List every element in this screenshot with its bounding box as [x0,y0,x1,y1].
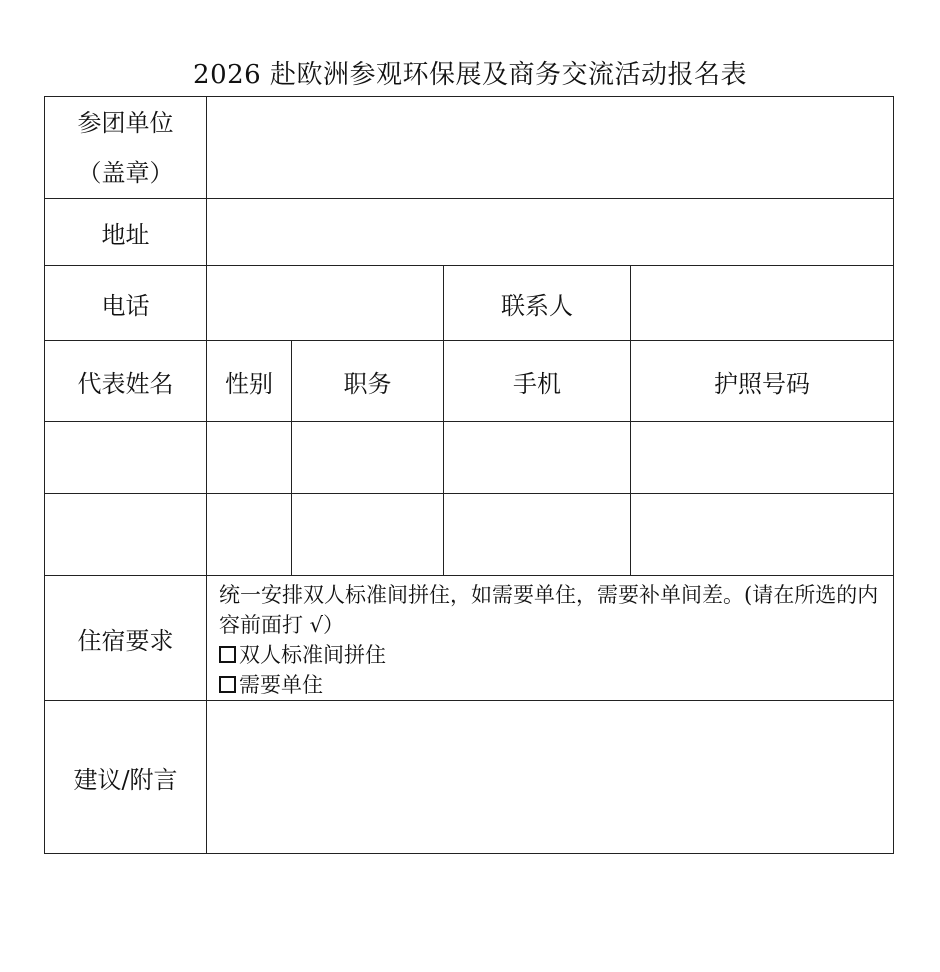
rep-gender-cell[interactable] [207,494,292,576]
org-label [45,97,207,199]
rep-passport-cell[interactable] [631,494,894,576]
notes-row [45,701,894,854]
rep-mobile-cell[interactable] [444,422,631,494]
org-label-line1: 参团单位 [77,108,174,137]
notes-field[interactable] [207,701,894,854]
accommodation-row [45,576,894,701]
registration-form-table [44,96,894,854]
option-twin-share[interactable] [219,640,885,670]
contact-label: 联系人 [444,266,631,341]
gender-header: 性别 [207,341,292,422]
address-label: 地址 [45,199,207,266]
address-row [45,199,894,266]
rep-name-cell[interactable] [45,422,207,494]
rep-row [45,494,894,576]
checkbox-icon[interactable] [219,646,236,663]
option-twin-share-label: 双人标准间拼住 [239,643,386,667]
mobile-header: 手机 [444,341,631,422]
rep-header-row [45,341,894,422]
phone-label: 电话 [45,266,207,341]
rep-gender-cell[interactable] [207,422,292,494]
accommodation-cell [207,576,894,701]
checkbox-icon[interactable] [219,676,236,693]
rep-name-cell[interactable] [45,494,207,576]
rep-row [45,422,894,494]
accommodation-label: 住宿要求 [45,576,207,701]
accommodation-instruction: 统一安排双人标准间拼住，如需要单住，需要补单间差。(请在所选的内容前面打 √） [219,583,879,637]
rep-passport-cell[interactable] [631,422,894,494]
option-single-room-label: 需要单住 [239,673,323,697]
notes-label: 建议/附言 [45,701,207,854]
option-single-room[interactable] [219,670,885,700]
org-field[interactable] [207,97,894,199]
org-label-line2: （盖章） [77,158,174,187]
form-title: 2026 赴欧洲参观环保展及商务交流活动报名表 [193,60,747,90]
position-header: 职务 [292,341,444,422]
rep-mobile-cell[interactable] [444,494,631,576]
address-field[interactable] [207,199,894,266]
contact-field[interactable] [631,266,894,341]
org-row [45,97,894,199]
rep-name-header: 代表姓名 [45,341,207,422]
phone-field[interactable] [207,266,444,341]
phone-row [45,266,894,341]
rep-position-cell[interactable] [292,422,444,494]
rep-position-cell[interactable] [292,494,444,576]
passport-header: 护照号码 [631,341,894,422]
